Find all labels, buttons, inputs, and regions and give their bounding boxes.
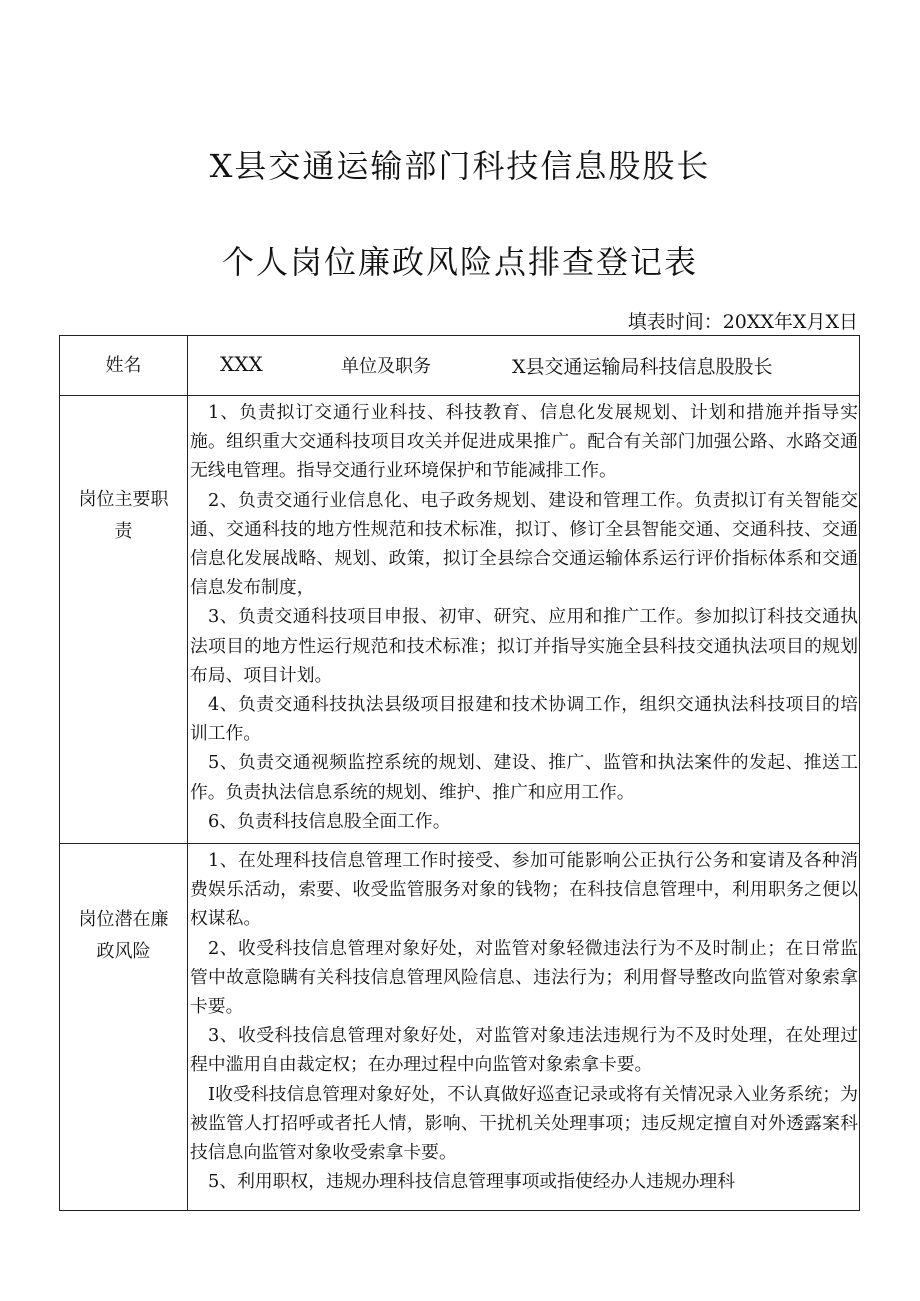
duty-paragraph: 1、负责拟订交通行业科技、科技教育、信息化发展规划、计划和措施并指导实施。组织重大交通科技项目攻关并促进成果推广。配合有关部门加强公路、水路交通无线电管理。指导交通行业环境保护和节能减排工作。 [190,402,858,482]
risk-paragraph: 2、收受科技信息管理对象好处，对监管对象轻微违法行为不及时制止；在日常监管中故意隐瞒有关科技信息管理风险信息、违法行为；利用督导整改向监管对象索拿卡要。 [190,937,858,1018]
duties-label-line2: 责 [114,521,133,542]
row-divider-duties [60,843,859,844]
duties-text [190,398,858,836]
name-value: XXX [220,352,263,376]
duty-paragraph: 2、负责交通行业信息化、电子政务规划、建设和管理工作。负责拟订有关智能交通、交通科技的地方性规范和技术标准，拟订、修订全县智能交通、交通科技、交通信息化发展战略、规划、政策，拟订全县综合交通运输体系运行评价指标体系和交通信息发布制度， [190,489,858,599]
name-label: 姓名 [105,355,142,376]
registration-form [59,335,860,1211]
risk-paragraph: I收受科技信息管理对象好处，不认真做好巡查记录或将有关情况录入业务系统；为被监管人打招呼或者托人情，影响、干扰机关处理事项；违反规定擅自对外透露案科技信息向监管对象收受索拿卡要。 [190,1083,858,1164]
fill-date: 填表时间：20XX年X月X日 [627,311,858,333]
column-divider [187,336,188,1210]
risks-label-line2: 政风险 [96,941,151,962]
duties-label [60,484,187,548]
risk-paragraph: 5、利用职权，违规办理科技信息管理事项或指使经办人违规办理科 [208,1171,735,1193]
duty-paragraph: 6、负责科技信息股全面工作。 [208,810,451,832]
risks-label-line1: 岗位潜在廉 [78,909,169,930]
risk-paragraph: 1、在处理科技信息管理工作时接受、参加可能影响公正执行公务和宴请及各种消费娱乐活动，索要、收受监管服务对象的钱物；在科技信息管理中，利用职务之便以权谋私。 [190,850,858,930]
risk-paragraph: 3、收受科技信息管理对象好处，对监管对象违法违规行为不及时处理，在处理过程中滥用自由裁定权；在办理过程中向监管对象索拿卡要。 [190,1025,858,1076]
document-title-line2: 个人岗位廉政风险点排查登记表 [221,243,698,281]
duty-paragraph: 4、负责交通科技执法县级项目报建和技术协调工作，组织交通执法科技项目的培训工作。 [190,694,858,745]
position-label: 单位及职务 [341,356,431,377]
risks-label [60,904,187,968]
risks-text [190,846,858,1196]
position-value: X县交通运输局科技信息股股长 [512,356,773,378]
row-divider-header [60,395,859,396]
duty-paragraph: 3、负责交通科技项目申报、初审、研究、应用和推广工作。参加拟订科技交通执法项目的地方性运行规范和技术标准；拟订并指导实施全县科技交通执法项目的规划布局、项目计划。 [190,606,858,686]
document-title-line1: X县交通运输部门科技信息股股长 [209,147,711,185]
duties-label-line1: 岗位主要职 [78,489,169,510]
duty-paragraph: 5、负责交通视频监控系统的规划、建设、推广、监管和执法案件的发起、推送工作。负责执法信息系统的规划、维护、推广和应用工作。 [190,752,858,803]
